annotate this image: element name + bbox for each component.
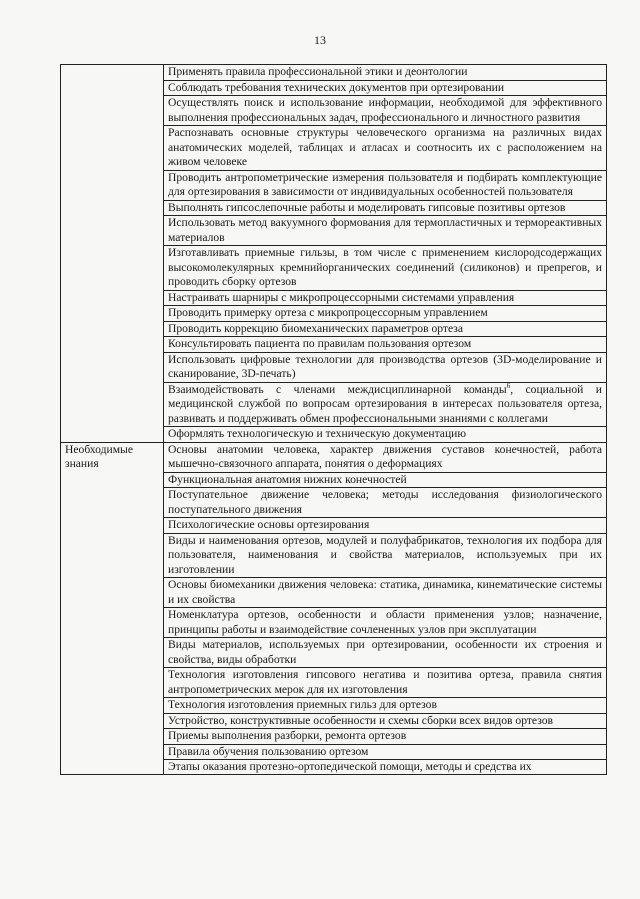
footnote-mark: 6	[506, 381, 511, 390]
list-item: Осуществлять поиск и использование информации, необходимой для эффективного выполнения профессиональных задач, профессионального и личностного развития	[164, 96, 607, 126]
list-item: Приемы выполнения разборки, ремонта ортезов	[164, 729, 607, 745]
list-item: Номенклатура ортезов, особенности и области применения узлов; назначение, принципы работы и взаимодействие сочлененных узлов при эксплуатации	[164, 608, 607, 638]
list-item: Распознавать основные структуры человеческого организма на различных видах анатомических моделей, таблицах и атласах и соотносить их с расположением на живом человеке	[164, 126, 607, 171]
section-label-empty	[61, 65, 164, 443]
list-item: Поступательное движение человека; методы исследования физиологического поступательного движения	[164, 488, 607, 518]
list-item: Соблюдать требования технических документов при ортезировании	[164, 80, 607, 96]
list-item: Технология изготовления приемных гильз для ортезов	[164, 698, 607, 714]
list-item: Виды материалов, используемых при ортезировании, особенности их строения и свойства, виды обработки	[164, 638, 607, 668]
list-item-text: Взаимодействовать с членами междисциплинарной команды	[168, 382, 507, 396]
list-item: Использовать метод вакуумного формования для термопластичных и термореактивных материалов	[164, 216, 607, 246]
list-item: Основы биомеханики движения человека: статика, динамика, кинематические системы и их свойства	[164, 578, 607, 608]
list-item: Проводить примерку ортеза с микропроцессорным управлением	[164, 306, 607, 322]
list-item: Проводить коррекцию биомеханических параметров ортеза	[164, 321, 607, 337]
section-label-knowledge: Необходимые знания	[61, 442, 164, 775]
list-item: Выполнять гипсослепочные работы и моделировать гипсовые позитивы ортезов	[164, 200, 607, 216]
list-item: Проводить антропометрические измерения пользователя и подбирать комплектующие для ортезирования в зависимости от индивидуальных особенностей пользователя	[164, 170, 607, 200]
list-item: Применять правила профессиональной этики и деонтологии	[164, 65, 607, 81]
table-row	[61, 65, 607, 81]
list-item: Настраивать шарниры с микропроцессорными системами управления	[164, 290, 607, 306]
list-item: Оформлять технологическую и техническую документацию	[164, 427, 607, 443]
list-item	[164, 760, 607, 775]
list-item: Изготавливать приемные гильзы, в том числе с применением кислородсодержащих высокомолекулярных кремнийорганических соединений (силиконов) и препрегов, и проводить сборку ортезов	[164, 246, 607, 291]
list-item: Основы анатомии человека, характер движения суставов конечностей, работа мышечно-связочного аппарата, понятия о деформациях	[164, 442, 607, 472]
competency-table	[60, 64, 607, 775]
list-item: Правила обучения пользованию ортезом	[164, 744, 607, 760]
table-row	[61, 442, 607, 472]
list-item: Психологические основы ортезирования	[164, 518, 607, 534]
list-item: Виды и наименования ортезов, модулей и полуфабрикатов, технология их подбора для пользователя, наименования и свойства материалов, используемых при их изготовлении	[164, 533, 607, 578]
list-item: Консультировать пациента по правилам пользования ортезом	[164, 337, 607, 353]
list-item: Использовать цифровые технологии для производства ортезов (3D-моделирование и сканирование, 3D-печать)	[164, 352, 607, 382]
list-item-text-tail: , социальной и медицинской службой по вопросам ортезирования в интересах пользователя ортеза, развивать и поддерживать обмен профессиональными знаниями с коллегами	[168, 382, 602, 425]
list-item: Устройство, конструктивные особенности и схемы сборки всех видов ортезов	[164, 713, 607, 729]
list-item-text-truncated: Этапы оказания протезно-ортопедической помощи, методы и средства их	[168, 760, 532, 773]
list-item	[164, 382, 607, 427]
page-number: 13	[314, 33, 326, 47]
list-item: Технология изготовления гипсового негатива и позитива ортеза, правила снятия антропометрических мерок для их изготовления	[164, 668, 607, 698]
list-item: Функциональная анатомия нижних конечностей	[164, 472, 607, 488]
